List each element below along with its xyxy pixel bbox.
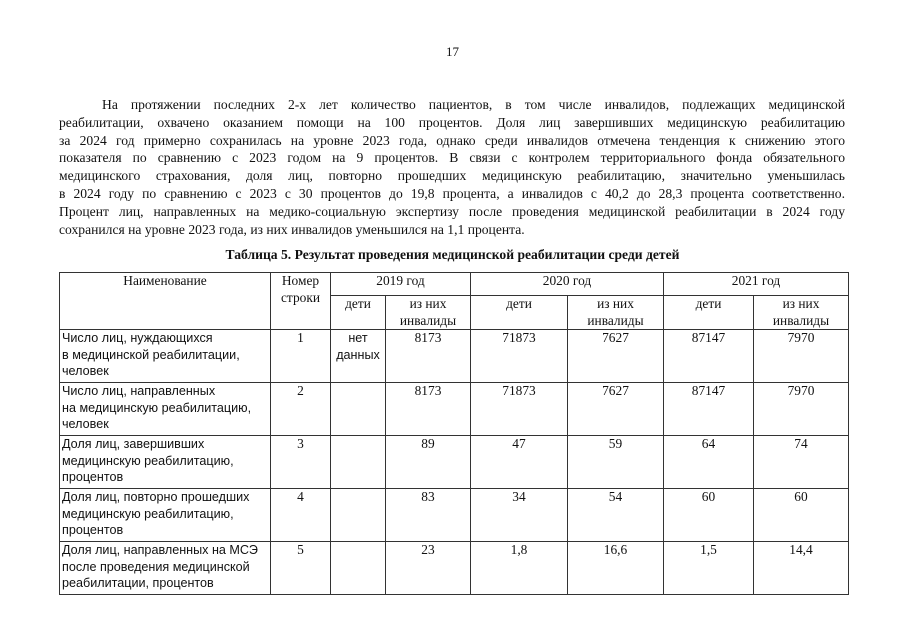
table-row — [60, 542, 849, 595]
row-value: 74 — [754, 436, 849, 489]
row-name — [60, 383, 271, 436]
paragraph-line: показателя по сравнению с 2023 годом на 9 процентов. В связи с контролем территориального фонда обязательного — [59, 150, 845, 166]
table-row — [60, 383, 849, 436]
table-row — [60, 489, 849, 542]
table-caption: Таблица 5. Результат проведения медицинской реабилитации среди детей — [225, 247, 680, 262]
paragraph-line: Процент лиц, направленных на медико-социальную экспертизу после проведения медицинской реабилитации в 2024 году — [59, 203, 845, 219]
header-children: дети — [331, 296, 386, 330]
row-value — [331, 542, 386, 595]
row-value: 60 — [754, 489, 849, 542]
header-disabled-line2: инвалиды — [587, 312, 644, 328]
row-value: 1,5 — [664, 542, 754, 595]
row-name — [60, 489, 271, 542]
row-name-line: на медицинскую реабилитацию, — [62, 400, 252, 415]
header-year-2019: 2019 год — [331, 273, 471, 296]
row-name-line: Доля лиц, завершивших — [62, 437, 205, 451]
row-name — [60, 330, 271, 383]
row-value — [331, 436, 386, 489]
header-children: дети — [471, 296, 568, 330]
header-name: Наименование — [60, 273, 271, 330]
row-value: 7970 — [754, 383, 849, 436]
row-number: 2 — [271, 383, 331, 436]
row-name-line: процентов — [62, 470, 124, 484]
row-value: 71873 — [471, 383, 568, 436]
paragraph-line: за 2024 год примерно сохранилась на уровне 2023 года, однако среди инвалидов отмечена тенденция к снижению этого — [59, 132, 845, 148]
row-name — [60, 436, 271, 489]
row-name-line: Доля лиц, направленных на МСЭ — [62, 543, 258, 557]
header-row-number-line2: строки — [280, 289, 321, 305]
row-value: 71873 — [471, 330, 568, 383]
header-disabled-line1: из них — [597, 296, 634, 311]
row-value: 23 — [386, 542, 471, 595]
header-row-number-line1: Номер — [281, 273, 320, 288]
row-name-line: медицинскую реабилитацию, — [62, 506, 234, 521]
row-value — [331, 383, 386, 436]
header-disabled — [386, 296, 471, 330]
paragraph-line: На протяжении последних 2-х лет количество пациентов, в том числе инвалидов, подлежащих медицинской — [102, 97, 845, 112]
row-name-line: Число лиц, направленных — [62, 384, 216, 398]
row-value: 1,8 — [471, 542, 568, 595]
row-name-line: процентов — [62, 523, 124, 537]
body-paragraph — [59, 96, 845, 238]
row-number: 5 — [271, 542, 331, 595]
row-value: 60 — [664, 489, 754, 542]
header-year-2020: 2020 год — [471, 273, 664, 296]
row-value: нет данных — [331, 330, 386, 383]
row-number: 4 — [271, 489, 331, 542]
row-name-line: Число лиц, нуждающихся — [62, 331, 213, 345]
row-value: 8173 — [386, 330, 471, 383]
row-value: 87147 — [664, 330, 754, 383]
row-number: 3 — [271, 436, 331, 489]
row-value: 47 — [471, 436, 568, 489]
header-disabled-line1: из них — [782, 296, 820, 311]
header-children: дети — [664, 296, 754, 330]
header-row-number — [271, 273, 331, 330]
paragraph-line: сохранился на уровне 2023 года, из них инвалидов уменьшился на 1,1 процента. — [59, 221, 525, 237]
row-number: 1 — [271, 330, 331, 383]
header-disabled-line2: инвалиды — [772, 312, 830, 328]
row-name-line: человек — [62, 417, 109, 431]
row-value: 83 — [386, 489, 471, 542]
row-value: 54 — [568, 489, 664, 542]
row-value — [331, 489, 386, 542]
header-disabled — [754, 296, 849, 330]
page-number: 17 — [446, 44, 459, 59]
row-name-line: после проведения медицинской — [62, 559, 250, 574]
row-value: 34 — [471, 489, 568, 542]
row-value: 59 — [568, 436, 664, 489]
rehabilitation-table — [59, 272, 849, 595]
row-value: 87147 — [664, 383, 754, 436]
paragraph-line: медицинского страхования, доля лиц, повторно прошедших медицинскую реабилитацию, значительно уменьшилась — [59, 168, 845, 184]
header-disabled-line1: из них — [409, 296, 447, 311]
row-value: 8173 — [386, 383, 471, 436]
row-value: 64 — [664, 436, 754, 489]
paragraph-line: в 2024 году по сравнению с 2023 с 30 процентов до 19,8 процента, а инвалидов с 40,2 до 28,3 процента соответственно. — [59, 185, 845, 201]
paragraph-line: реабилитации, охвачено оказанием помощи на 100 процентов. Доля лиц завершивших медицинскую реабилитацию — [59, 114, 845, 130]
table-row — [60, 436, 849, 489]
row-name — [60, 542, 271, 595]
header-year-2021: 2021 год — [664, 273, 849, 296]
row-name-line: человек — [62, 364, 109, 378]
header-disabled-line2: инвалиды — [399, 312, 457, 328]
row-value: 7970 — [754, 330, 849, 383]
header-disabled — [568, 296, 664, 330]
row-value: 16,6 — [568, 542, 664, 595]
row-name-line: реабилитации, процентов — [62, 576, 214, 590]
row-value: 7627 — [568, 330, 664, 383]
row-name-line: медицинскую реабилитацию, — [62, 453, 234, 468]
row-value: 7627 — [568, 383, 664, 436]
table-row — [60, 330, 849, 383]
row-name-line: в медицинской реабилитации, — [62, 347, 240, 362]
row-name-line: Доля лиц, повторно прошедших — [62, 490, 250, 504]
row-value: 89 — [386, 436, 471, 489]
row-value: 14,4 — [754, 542, 849, 595]
